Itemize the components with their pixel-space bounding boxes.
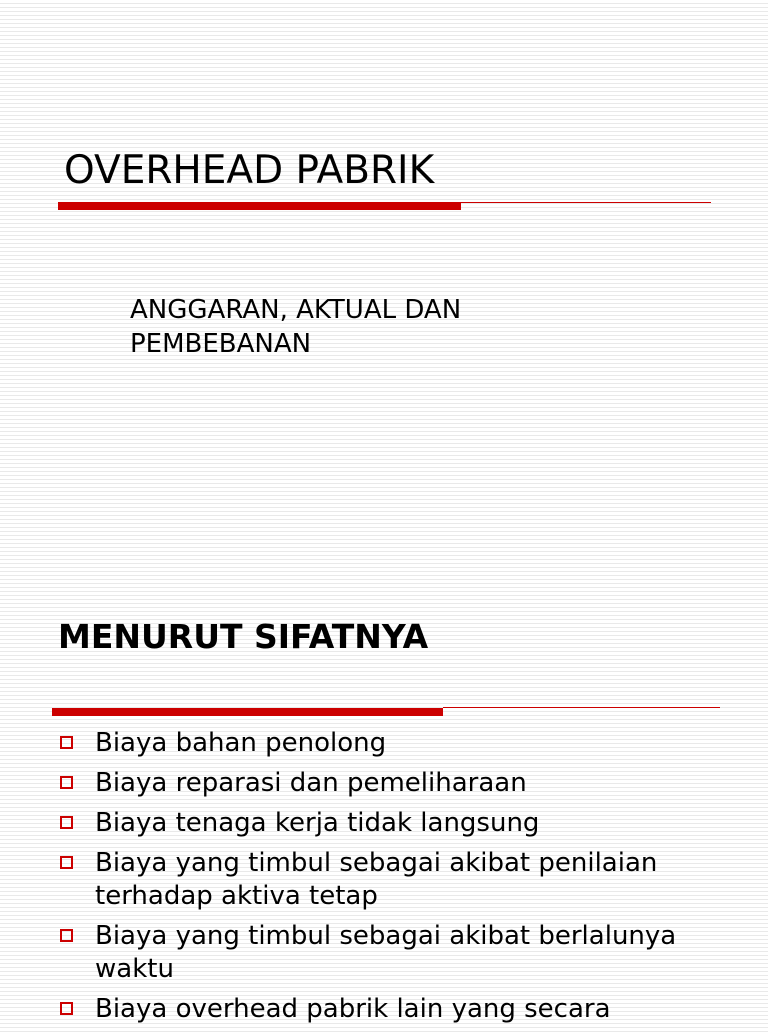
bullet-list [58,727,748,1033]
slide-subtitle: ANGGARAN, AKTUAL DAN PEMBEBANAN [130,295,462,359]
square-outline-icon [60,736,73,749]
slide-overhead-pabrik [0,0,768,512]
slide-title: OVERHEAD PABRIK [64,148,435,193]
bullet-item [58,807,748,840]
bullet-text: Biaya yang timbul sebagai akibat penilaian terhadap aktiva tetap [95,848,658,911]
square-outline-icon [60,929,73,942]
bullet-item [58,847,748,913]
square-outline-icon [60,1002,73,1015]
bullet-item [58,920,748,986]
title-underline-thick [52,708,443,716]
square-outline-icon [60,816,73,829]
bullet-text: Biaya reparasi dan pemeliharaan [95,768,527,798]
slide-menurut-sifatnya [0,512,768,1024]
slide-title: MENURUT SIFATNYA [58,617,429,656]
bullet-text: Biaya tenaga kerja tidak langsung [95,808,540,838]
bullet-text: Biaya bahan penolong [95,728,387,758]
square-outline-icon [60,776,73,789]
bullet-item [58,993,748,1026]
bullet-text: Biaya overhead pabrik lain yang secara [95,994,611,1024]
title-underline-thin [443,707,720,708]
bullet-item [58,727,748,760]
bullet-text: Biaya yang timbul sebagai akibat berlalunya waktu [95,921,677,984]
square-outline-icon [60,856,73,869]
title-underline-thick [58,202,461,210]
title-underline-thin [461,202,711,203]
bullet-item [58,767,748,800]
